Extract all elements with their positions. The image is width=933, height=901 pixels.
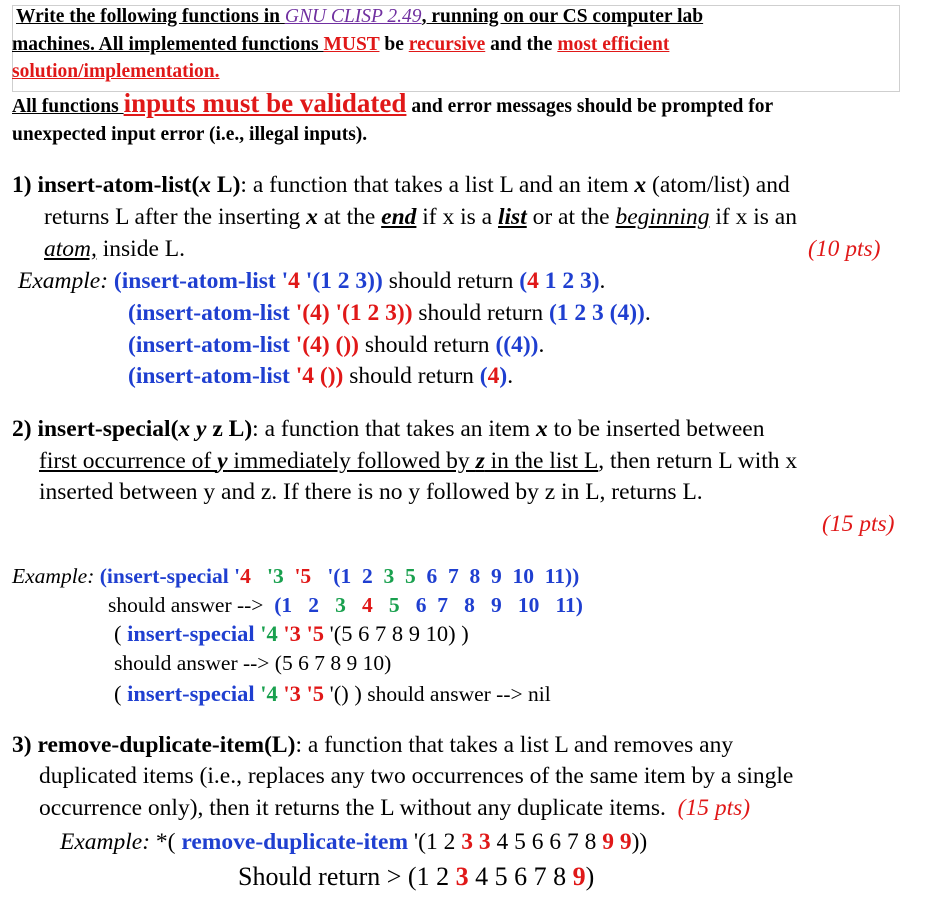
q3-line-3: occurrence only), then it returns the L without any duplicate items. (15 pts)	[39, 795, 751, 821]
header-line-2: machines. All implemented functions MUST be recursive and the most efficient	[12, 34, 670, 55]
q2-example-2: ( insert-special '4 '3 '5 '(5 6 7 8 9 10) )	[114, 621, 469, 646]
validated-text: inputs must be validated	[123, 88, 407, 118]
q1-line-1: 1) insert-atom-list(x L): a function that takes a list L and an item x (atom/list) and	[12, 172, 790, 198]
efficient-text: most efficient	[557, 34, 670, 55]
must-text: MUST	[323, 34, 380, 55]
q3-line-1: 3) remove-duplicate-item(L): a function that takes a list L and removes any	[12, 732, 734, 758]
q2-example-3: ( insert-special '4 '3 '5 '() ) should answer --> nil	[114, 681, 551, 706]
q1-line-3: atom, inside L.	[44, 236, 185, 262]
q2-line-2: first occurrence of y immediately followed by z in the list L, then return L with x	[39, 448, 798, 474]
q2-points: (15 pts)	[822, 511, 895, 537]
header-line-1: Write the following functions in GNU CLISP 2.49, running on our CS computer lab	[16, 6, 704, 27]
q2-example-1: Example: (insert-special '4 '3 '5 '(1 2 3 5 6 7 8 9 10 11))	[12, 564, 580, 588]
q2-line-1: 2) insert-special(x y z L): a function that takes an item x to be inserted between	[12, 416, 765, 442]
clisp-version: GNU CLISP 2.49	[284, 6, 422, 27]
q1-example-3: (insert-atom-list '(4) ()) should return ((4)).	[128, 332, 545, 358]
q2-example-1-answer: should answer --> (1 2 3 4 5 6 7 8 9 10 11)	[108, 593, 583, 617]
header-line-4: All functions inputs must be validated and error messages should be prompted for	[12, 88, 774, 118]
q3-line-2: duplicated items (i.e., replaces any two occurrences of the same item by a single	[39, 763, 794, 789]
q3-return: Should return > (1 2 3 4 5 6 7 8 9)	[238, 862, 595, 891]
recursive-text: recursive	[408, 34, 486, 55]
q1-line-2: returns L after the inserting x at the end if x is a list or at the beginning if x is an	[44, 204, 797, 230]
q3-points: (15 pts)	[677, 795, 751, 821]
q1-points: (10 pts)	[808, 236, 881, 262]
q3-example: Example: *( remove-duplicate-item '(1 2 3 3 4 5 6 6 7 8 9 9))	[60, 829, 648, 855]
header-line-5: unexpected input error (i.e., illegal inputs).	[12, 124, 368, 145]
q2-example-2-answer: should answer --> (5 6 7 8 9 10)	[114, 651, 392, 675]
q1-example-4: (insert-atom-list '4 ()) should return (4).	[128, 363, 514, 389]
q2-line-3: inserted between y and z. If there is no y followed by z in L, returns L.	[39, 479, 703, 505]
q1-example-2: (insert-atom-list '(4) '(1 2 3)) should return (1 2 3 (4)).	[128, 300, 651, 326]
q1-example-1: Example: (insert-atom-list '4 '(1 2 3)) should return (4 1 2 3).	[18, 268, 606, 294]
header-line-3: solution/implementation.	[12, 61, 220, 82]
